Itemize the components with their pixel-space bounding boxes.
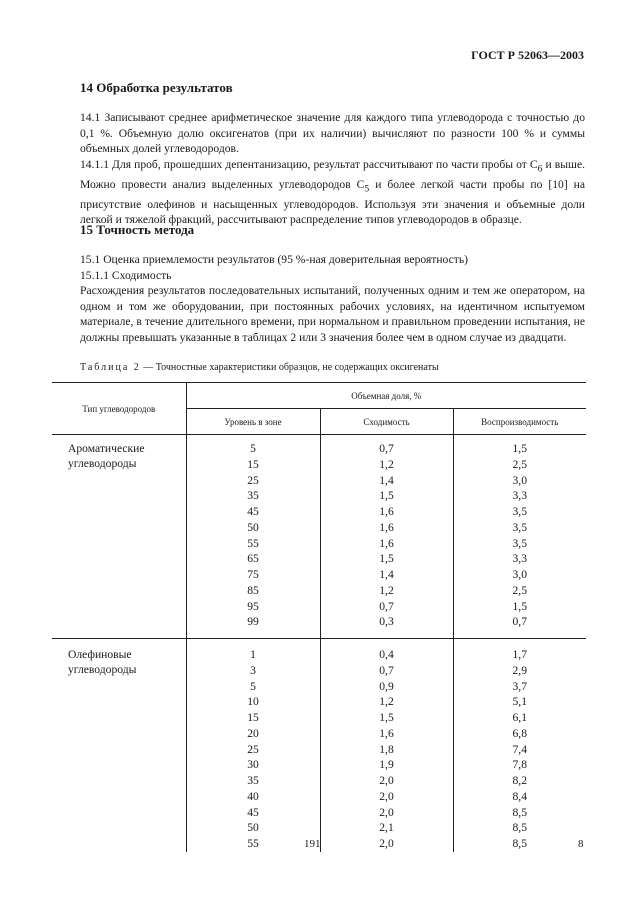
header-repeatability: Сходимость xyxy=(320,409,453,435)
table-caption xyxy=(80,362,439,373)
hydrocarbon-type: Олефиновые углеводороды xyxy=(52,639,186,852)
reproducibility-values: 1,5 2,5 3,0 3,3 3,5 3,5 3,5 3,3 3,0 2,5 1,5 0,7 xyxy=(453,435,586,639)
page-number-center: 191 xyxy=(304,838,321,850)
table-caption-label: Таблица 2 xyxy=(80,362,141,373)
header-volume-fraction: Объемная доля, % xyxy=(186,383,586,409)
table-row xyxy=(52,639,586,852)
standard-number: ГОСТ Р 52063—2003 xyxy=(471,48,584,62)
table-caption-text: — Точностные характеристики образцов, не содержащих оксигенаты xyxy=(140,362,439,373)
header-hydrocarbon-type: Тип углеводородов xyxy=(52,383,186,435)
level-values: 5 15 25 35 45 50 55 65 75 85 95 99 xyxy=(186,435,320,639)
paragraph-repeatability: Расхождения результатов последовательных испытаний, полученных одним и тем же оператором, на одном и том же оборудовании, при постоянных рабочих условиях, на идентичном испытуемом материале, в течение длительного времени, при нормальном и правильном проведении испытания, не должны превышать указанные в таблицах 2 или 3 значения более чем в одном случае из двадцати. xyxy=(80,284,585,344)
precision-table xyxy=(52,382,586,852)
section-14-title: 14 Обработка результатов xyxy=(80,80,233,95)
paragraph-14-1: 14.1 Записывают среднее арифметическое значение для каждого типа углеводорода с точностью до 0,1 %. Объемную долю оксигенатов (при их наличии) вычисляют по разности 100 % и суммы объемных долей углеводородов. xyxy=(80,111,585,156)
repeatability-values: 0,4 0,7 0,9 1,2 1,5 1,6 1,8 1,9 2,0 2,0 2,0 2,1 2,0 xyxy=(320,639,453,852)
section-14-body xyxy=(80,110,585,228)
reproducibility-values: 1,7 2,9 3,7 5,1 6,1 6,8 7,4 7,8 8,2 8,4 8,5 8,5 8,5 xyxy=(512,648,527,850)
level-values: 1 3 5 10 15 20 25 30 35 40 45 50 55 xyxy=(186,639,320,852)
section-15-title: 15 Точность метода xyxy=(80,222,195,237)
header-level: Уровень в зоне xyxy=(186,409,320,435)
section-15-body xyxy=(80,252,585,346)
page-number-right: 8 xyxy=(578,838,584,850)
paragraph-15-1: 15.1 Оценка приемлемости результатов (95 %-ная доверительная вероятность) xyxy=(80,253,468,266)
paragraph-15-1-1: 15.1.1 Сходимость xyxy=(80,268,172,282)
table-row xyxy=(52,435,586,639)
repeatability-values: 0,7 1,2 1,4 1,5 1,6 1,6 1,6 1,5 1,4 1,2 0,7 0,3 xyxy=(320,435,453,639)
paragraph-14-1-1: 14.1.1 Для проб, прошедших депентанизацию, результат рассчитывают по части пробы от $C_6$ и выше. Можно провести анализ выделенных углеводородов $C_5$ и более легкой части пробы по [10] на присутствие олефинов и насыщенных углеводородов. Используя эти значения и объемные доли легкой и тяжелой фракций, рассчитывают распределение типов углеводородов в образце. xyxy=(80,157,585,227)
header-reproducibility: Воспроизводимость xyxy=(453,409,586,435)
hydrocarbon-type: Ароматические углеводороды xyxy=(52,435,186,639)
